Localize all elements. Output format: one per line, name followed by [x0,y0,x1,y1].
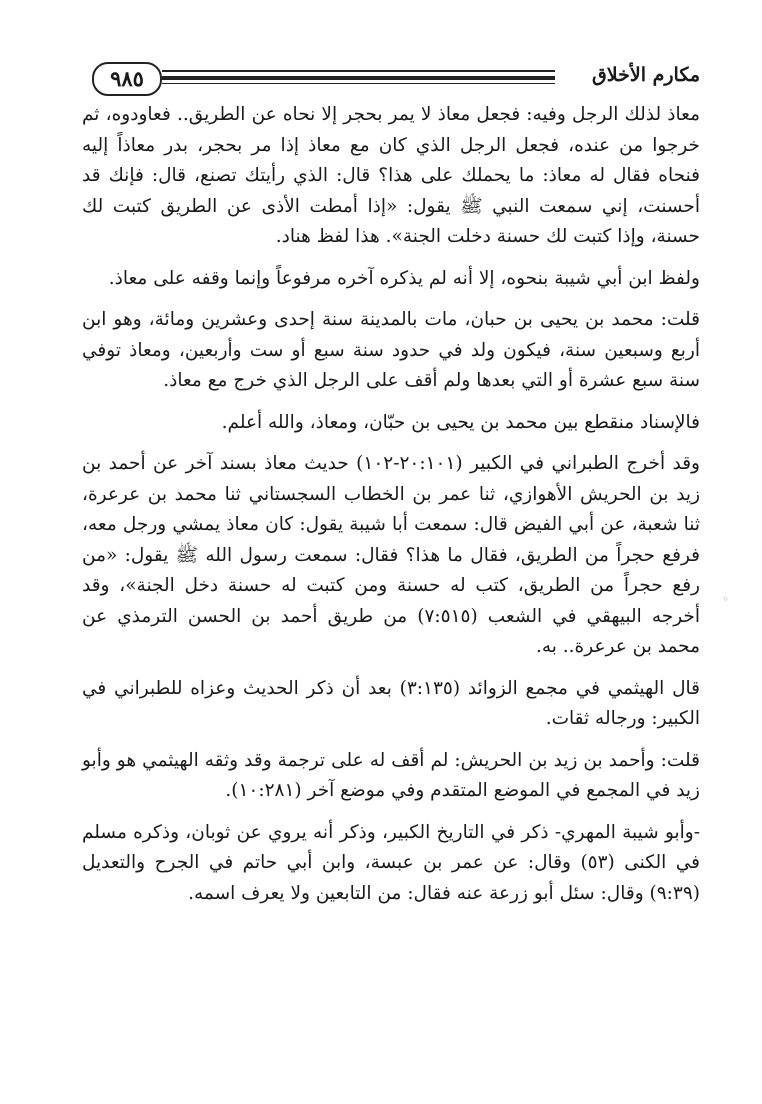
header-rule-line [162,76,555,80]
header-rule-line [162,70,555,72]
page-header [78,60,700,100]
paragraph: وقد أخرج الطبراني في الكبير (٢٠:١٠١-١٠٢) حديث معاذ بسند آخر عن أحمد بن زيد بن الحريش الأهوازي، ثنا عمر بن الخطاب السجستاني ثنا محمد بن عرعرة، ثنا شعبة، عن أبي الفيض قال: سمعت أبا شيبة يقول: كان معاذ يمشي ورجل معه، فرفع حجراً من الطريق، فقال ما هذا؟ فقال: سمعت رسول الله ﷺ يقول: «من رفع حجراً من الطريق، كتب له حسنة ومن كتبت له حسنة دخل الجنة»، وقد أخرجه البيهقي في الشعب (٧:٥١٥) من طريق أحمد بن الحسن الترمذي عن محمد بن عرعرة.. به. [82,453,700,657]
paragraph: قال الهيثمي في مجمع الزوائد (٣:١٣٥) بعد أن ذكر الحديث وعزاه للطبراني في الكبير: ورجاله ثقات. [82,677,701,729]
margin-speck: ◦ [722,592,730,606]
paragraph: معاذ لذلك الرجل وفيه: فجعل معاذ لا يمر بحجر إلا نحاه عن الطريق.. فعاودوه، ثم خرجوا من عنده، فجعل الرجل الذي كان مع معاذ إذا مر بحجر، بدر معاذاً إليه فنحاه فقال له معاذ: ما يحملك على هذا؟ قال: الذي رأيتك تصنع، قال: فإنك قد أحسنت، إني سمعت النبي ﷺ يقول: «إذا أمطت الأذى عن الطريق كتبت لك حسنة، وإذا كتبت لك حسنة دخلت الجنة». هذا لفظ هناد. [82,104,700,247]
page-body [82,100,700,920]
paragraph: -وأبو شيبة المهري- ذكر في التاريخ الكبير، وذكر أنه يروي عن ثوبان، وذكره مسلم في الكنى (٥٣) وقال: عن عمر بن عبسة، وابن أبي حاتم في الجرح والتعديل (٩:٣٩) وقال: سئل أبو زرعة عنه فقال: من التابعين ولا يعرف اسمه. [82,821,700,904]
paragraph: قلت: وأحمد بن زيد بن الحريش: لم أقف له على ترجمة وقد وثقه الهيثمي هو وأبو زيد في المجمع في الموضع المتقدم وفي موضع آخر (١٠:٢٨١). [82,749,700,801]
paragraph: ولفظ ابن أبي شيبة بنحوه، إلا أنه لم يذكره آخره مرفوعاً وإنما وقفه على معاذ. [108,267,700,289]
header-rule [162,70,555,84]
header-rule-line [162,83,555,84]
book-title: مكارم الأخلاق [592,64,700,86]
page-number: ٩٨٥ [92,62,162,96]
paragraph: فالإسناد منقطع بين محمد بن يحيى بن حبّان، ومعاذ، والله أعلم. [221,411,700,433]
paragraph: قلت: محمد بن يحيى بن حبان، مات بالمدينة سنة إحدى وعشرين ومائة، وهو ابن أربع وسبعين سنة، فيكون ولد في حدود سنة سبع أو ست وأربعين، ومعاذ توفي سنة سبع عشرة أو التي بعدها ولم أقف على الرجل الذي خرج مع معاذ. [82,309,700,391]
